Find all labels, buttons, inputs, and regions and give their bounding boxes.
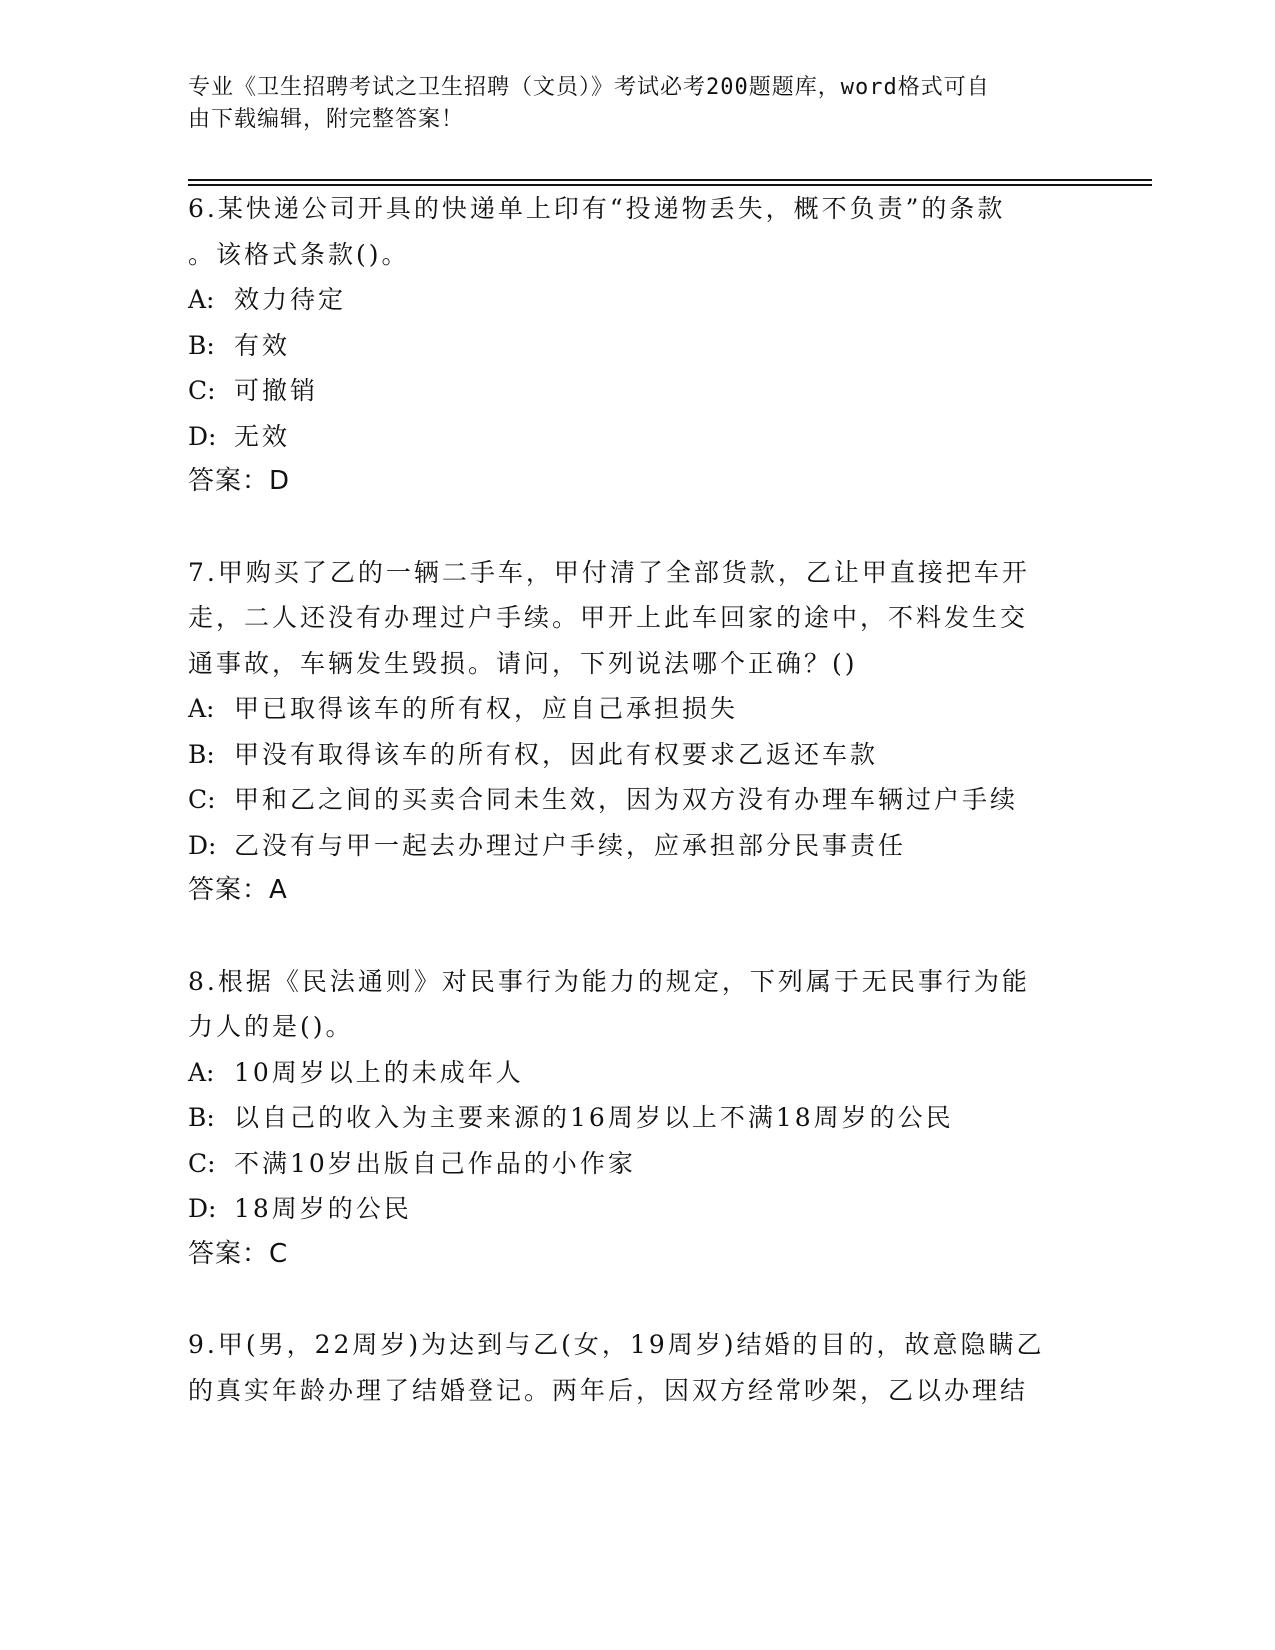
answer-line: 答案：A: [188, 875, 288, 905]
question-text-line: 通事故，车辆发生毁损。请问，下列说法哪个正确？(): [188, 648, 858, 678]
option-letter: B:: [188, 330, 215, 360]
option-b: [188, 323, 1088, 369]
question-list: [188, 186, 1088, 1458]
option-c: [188, 1141, 1088, 1187]
option-text: 甲没有取得该车的所有权，因此有权要求乙返还车款: [234, 739, 879, 769]
document-header: [188, 72, 1068, 136]
option-letter: D:: [188, 1194, 217, 1223]
option-letter: A:: [188, 1057, 215, 1087]
option-letter: D:: [188, 421, 217, 451]
option-b: [188, 1095, 1088, 1141]
question-7: [188, 550, 1088, 914]
option-text: 10周岁以上的未成年人: [234, 1057, 524, 1087]
header-divider-top: [188, 179, 1152, 181]
question-text-line: 6.某快递公司开具的快递单上印有“投递物丢失，概不负责”的条款: [188, 194, 1006, 223]
option-d: [188, 1186, 1088, 1232]
option-text: 效力待定: [234, 285, 347, 314]
question-text-line: 走，二人还没有办理过户手续。甲开上此车回家的途中，不料发生交: [188, 603, 1029, 632]
header-line-1: 专业《卫生招聘考试之卫生招聘（文员）》考试必考200题题库，word格式可自: [188, 75, 990, 100]
option-a: [188, 277, 1088, 323]
option-letter: C:: [188, 1148, 216, 1178]
option-text: 18周岁的公民: [234, 1194, 412, 1223]
question-8: [188, 959, 1088, 1278]
question-9: [188, 1322, 1088, 1413]
option-b: [188, 732, 1088, 778]
option-text: 甲已取得该车的所有权，应自己承担损失: [234, 694, 739, 723]
question-text-line: 7.甲购买了乙的一辆二手车，甲付清了全部货款，乙让甲直接把车开: [188, 557, 1030, 587]
option-c: [188, 777, 1088, 823]
option-letter: A:: [188, 694, 215, 723]
option-a: [188, 1050, 1088, 1096]
option-letter: D:: [188, 830, 217, 860]
question-6: [188, 186, 1088, 505]
question-text-line: 8.根据《民法通则》对民事行为能力的规定，下列属于无民事行为能: [188, 966, 1030, 996]
option-letter: B:: [188, 739, 215, 769]
question-text-line: 力人的是()。: [188, 1012, 354, 1041]
option-a: [188, 686, 1088, 732]
option-letter: C:: [188, 376, 216, 405]
option-c: [188, 368, 1088, 414]
answer-line: 答案：C: [188, 1238, 289, 1269]
option-text: 有效: [234, 330, 291, 360]
header-line-2: 由下载编辑，附完整答案！: [188, 107, 465, 132]
option-letter: B:: [188, 1103, 215, 1132]
option-text: 以自己的收入为主要来源的16周岁以上不满18周岁的公民: [234, 1103, 954, 1132]
option-letter: C:: [188, 785, 216, 814]
option-text: 不满10岁出版自己作品的小作家: [234, 1148, 636, 1178]
question-text-line: 9.甲(男，22周岁)为达到与乙(女，19周岁)结婚的目的，故意隐瞒乙: [188, 1330, 1045, 1359]
option-d: [188, 823, 1088, 869]
question-text-line: 的真实年龄办理了结婚登记。两年后，因双方经常吵架，乙以办理结: [188, 1375, 1029, 1405]
option-text: 乙没有与甲一起去办理过户手续，应承担部分民事责任: [234, 830, 907, 860]
option-d: [188, 414, 1088, 460]
question-text-line: 。该格式条款()。: [188, 239, 410, 269]
option-text: 甲和乙之间的买卖合同未生效，因为双方没有办理车辆过户手续: [234, 785, 1019, 814]
option-text: 可撤销: [234, 376, 319, 405]
option-text: 无效: [234, 421, 291, 451]
answer-line: 答案：D: [188, 466, 291, 496]
option-letter: A:: [188, 285, 215, 314]
